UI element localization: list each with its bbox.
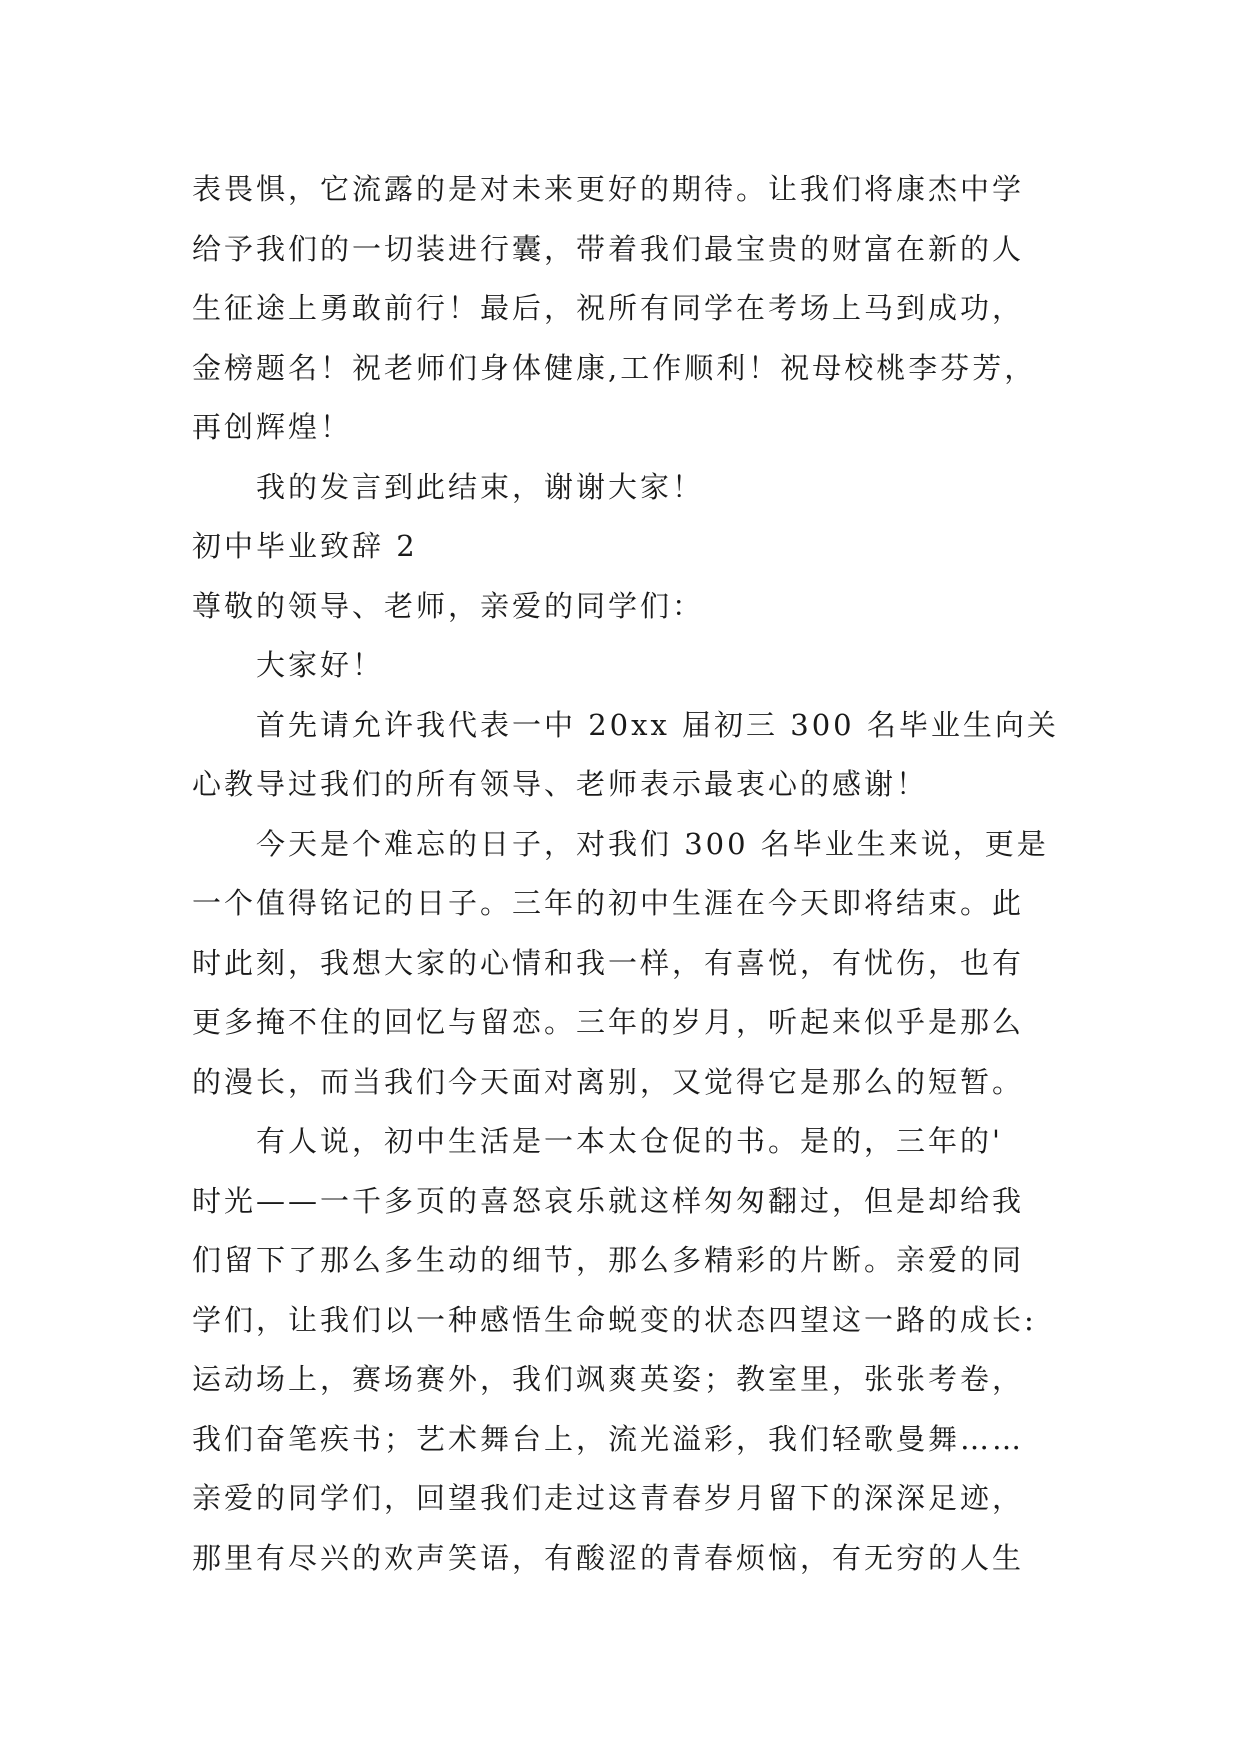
text-line: 的漫长，而当我们今天面对离别，又觉得它是那么的短暂。 (192, 1064, 1025, 1099)
text-line: 我的发言到此结束，谢谢大家！ (256, 469, 705, 504)
text-line: 首先请允许我代表一中 20xx 届初三 300 名毕业生向关 (256, 707, 1059, 742)
text-line: 尊敬的领导、老师，亲爱的同学们： (192, 588, 705, 623)
document-body (192, 160, 1072, 1588)
text-line: 我们奋笔疾书；艺术舞台上，流光溢彩，我们轻歌曼舞…… (192, 1421, 1025, 1456)
text-line: 心教导过我们的所有领导、老师表示最衷心的感谢！ (192, 767, 929, 801)
text-line: 表畏惧，它流露的是对未来更好的期待。让我们将康杰中学 (192, 172, 1025, 206)
text-line: 那里有尽兴的欢声笑语，有酸涩的青春烦恼，有无穷的人生 (192, 1540, 1025, 1575)
text-line: 亲爱的同学们，回望我们走过这青春岁月留下的深深足迹， (192, 1481, 1025, 1515)
text-line: 时此刻，我想大家的心情和我一样，有喜悦，有忧伤，也有 (192, 945, 1025, 980)
text-line: 时光——一千多页的喜怒哀乐就这样匆匆翻过，但是却给我 (192, 1183, 1025, 1218)
text-line: 学们，让我们以一种感悟生命蜕变的状态四望这一路的成长: (192, 1302, 1037, 1337)
text-line: 们留下了那么多生动的细节，那么多精彩的片断。亲爱的同 (192, 1243, 1025, 1277)
text-line: 今天是个难忘的日子，对我们 300 名毕业生来说，更是 (256, 826, 1049, 861)
text-line: 更多掩不住的回忆与留恋。三年的岁月，听起来似乎是那么 (192, 1005, 1025, 1039)
text-line: 运动场上，赛场赛外，我们飒爽英姿；教室里，张张考卷， (192, 1362, 1025, 1396)
text-line: 再创辉煌！ (192, 410, 353, 444)
text-line: 金榜题名！祝老师们身体健康,工作顺利！祝母校桃李芬芳， (192, 350, 1037, 385)
text-line: 一个值得铭记的日子。三年的初中生涯在今天即将结束。此 (192, 886, 1025, 920)
text-line: 给予我们的一切装进行囊，带着我们最宝贵的财富在新的人 (192, 231, 1025, 266)
text-line: 大家好！ (256, 648, 385, 682)
text-line: 生征途上勇敢前行！最后，祝所有同学在考场上马到成功， (192, 291, 1025, 325)
text-line: 初中毕业致辞 2 (192, 529, 418, 563)
text-line: 有人说，初中生活是一本太仓促的书。是的，三年的' (256, 1124, 1003, 1158)
